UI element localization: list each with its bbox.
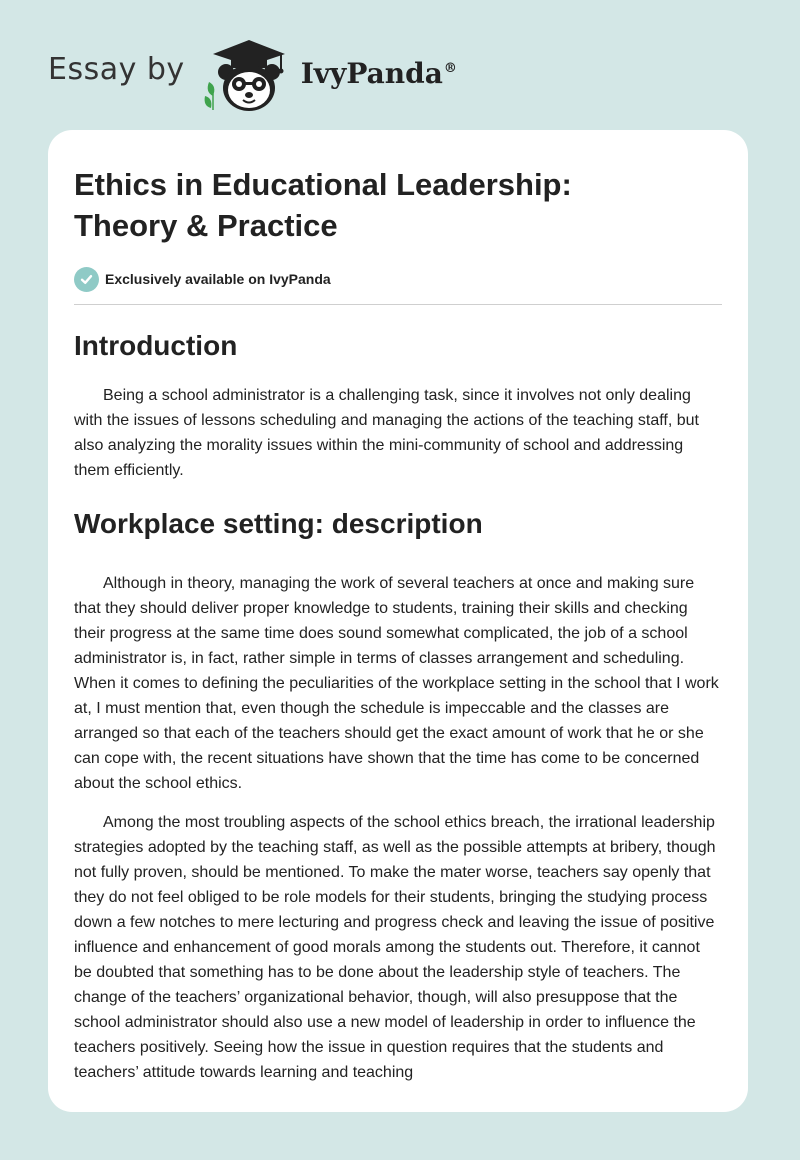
essay-title-line-1: Ethics in Educational Leadership: xyxy=(74,167,572,202)
essay-title-line-2: Theory & Practice xyxy=(74,208,338,243)
exclusive-notice-text: Exclusively available on IvyPanda xyxy=(105,271,331,287)
check-icon xyxy=(74,267,99,292)
section-heading-workplace-setting: Workplace setting: description xyxy=(74,508,483,539)
ivypanda-logo-icon[interactable] xyxy=(199,34,295,114)
workplace-paragraph-2: Among the most troubling aspects of the school ethics breach, the irrational leadership strategies adopted by the teaching staff, as well as the possible attempts at bribery, though not fully proven, should be mentioned. To make the mater worse, teachers say openly that they do not feel obliged to be role models for their students, bringing the studying process down a few notches to mere lecturing and progress check and leaving the issue of positive influence and enhancement of good morals among the students out. Therefore, it cannot be doubted that something has to be done about the leadership style of teachers. The change of the teachers’ organizational behavior, though, will also presuppose that the school administrator should also use a new model of leadership in order to influence the teachers positively. Seeing how the issue in question requires that the students and teachers’ attitude towards learning and teaching xyxy=(74,814,716,1081)
essay-title xyxy=(74,164,722,246)
workplace-paragraph-1: Although in theory, managing the work of several teachers at once and making sure that they should deliver proper knowledge to students, training their skills and checking their progress at the same time does sound somewhat complicated, the job of a school administrator is, in fact, rather simple in terms of classes arrangement and scheduling. When it comes to defining the peculiarities of the workplace setting in the school that I work at, I must mention that, even though the schedule is impeccable and the classes are arranged so that each of the teachers should get the exact amount of work that he or she can cope with, the recent situations have shown that the time has come to be concerned about the school ethics. xyxy=(74,575,719,792)
title-divider xyxy=(74,304,722,305)
essay-card xyxy=(48,130,748,1112)
brand-name-text: IvyPanda xyxy=(300,56,443,90)
registered-mark: ® xyxy=(443,61,457,77)
section-heading-introduction: Introduction xyxy=(74,330,238,361)
brand-name[interactable] xyxy=(301,57,457,90)
exclusive-notice xyxy=(74,266,722,292)
essay-by-label: Essay by xyxy=(48,51,185,87)
introduction-paragraph: Being a school administrator is a challenging task, since it involves not only dealing with the issues of lessons scheduling and managing the actions of the teaching staff, but also analyzing the morality issues within the mini-community of school and addressing them efficiently. xyxy=(74,387,699,479)
site-header xyxy=(48,34,457,114)
